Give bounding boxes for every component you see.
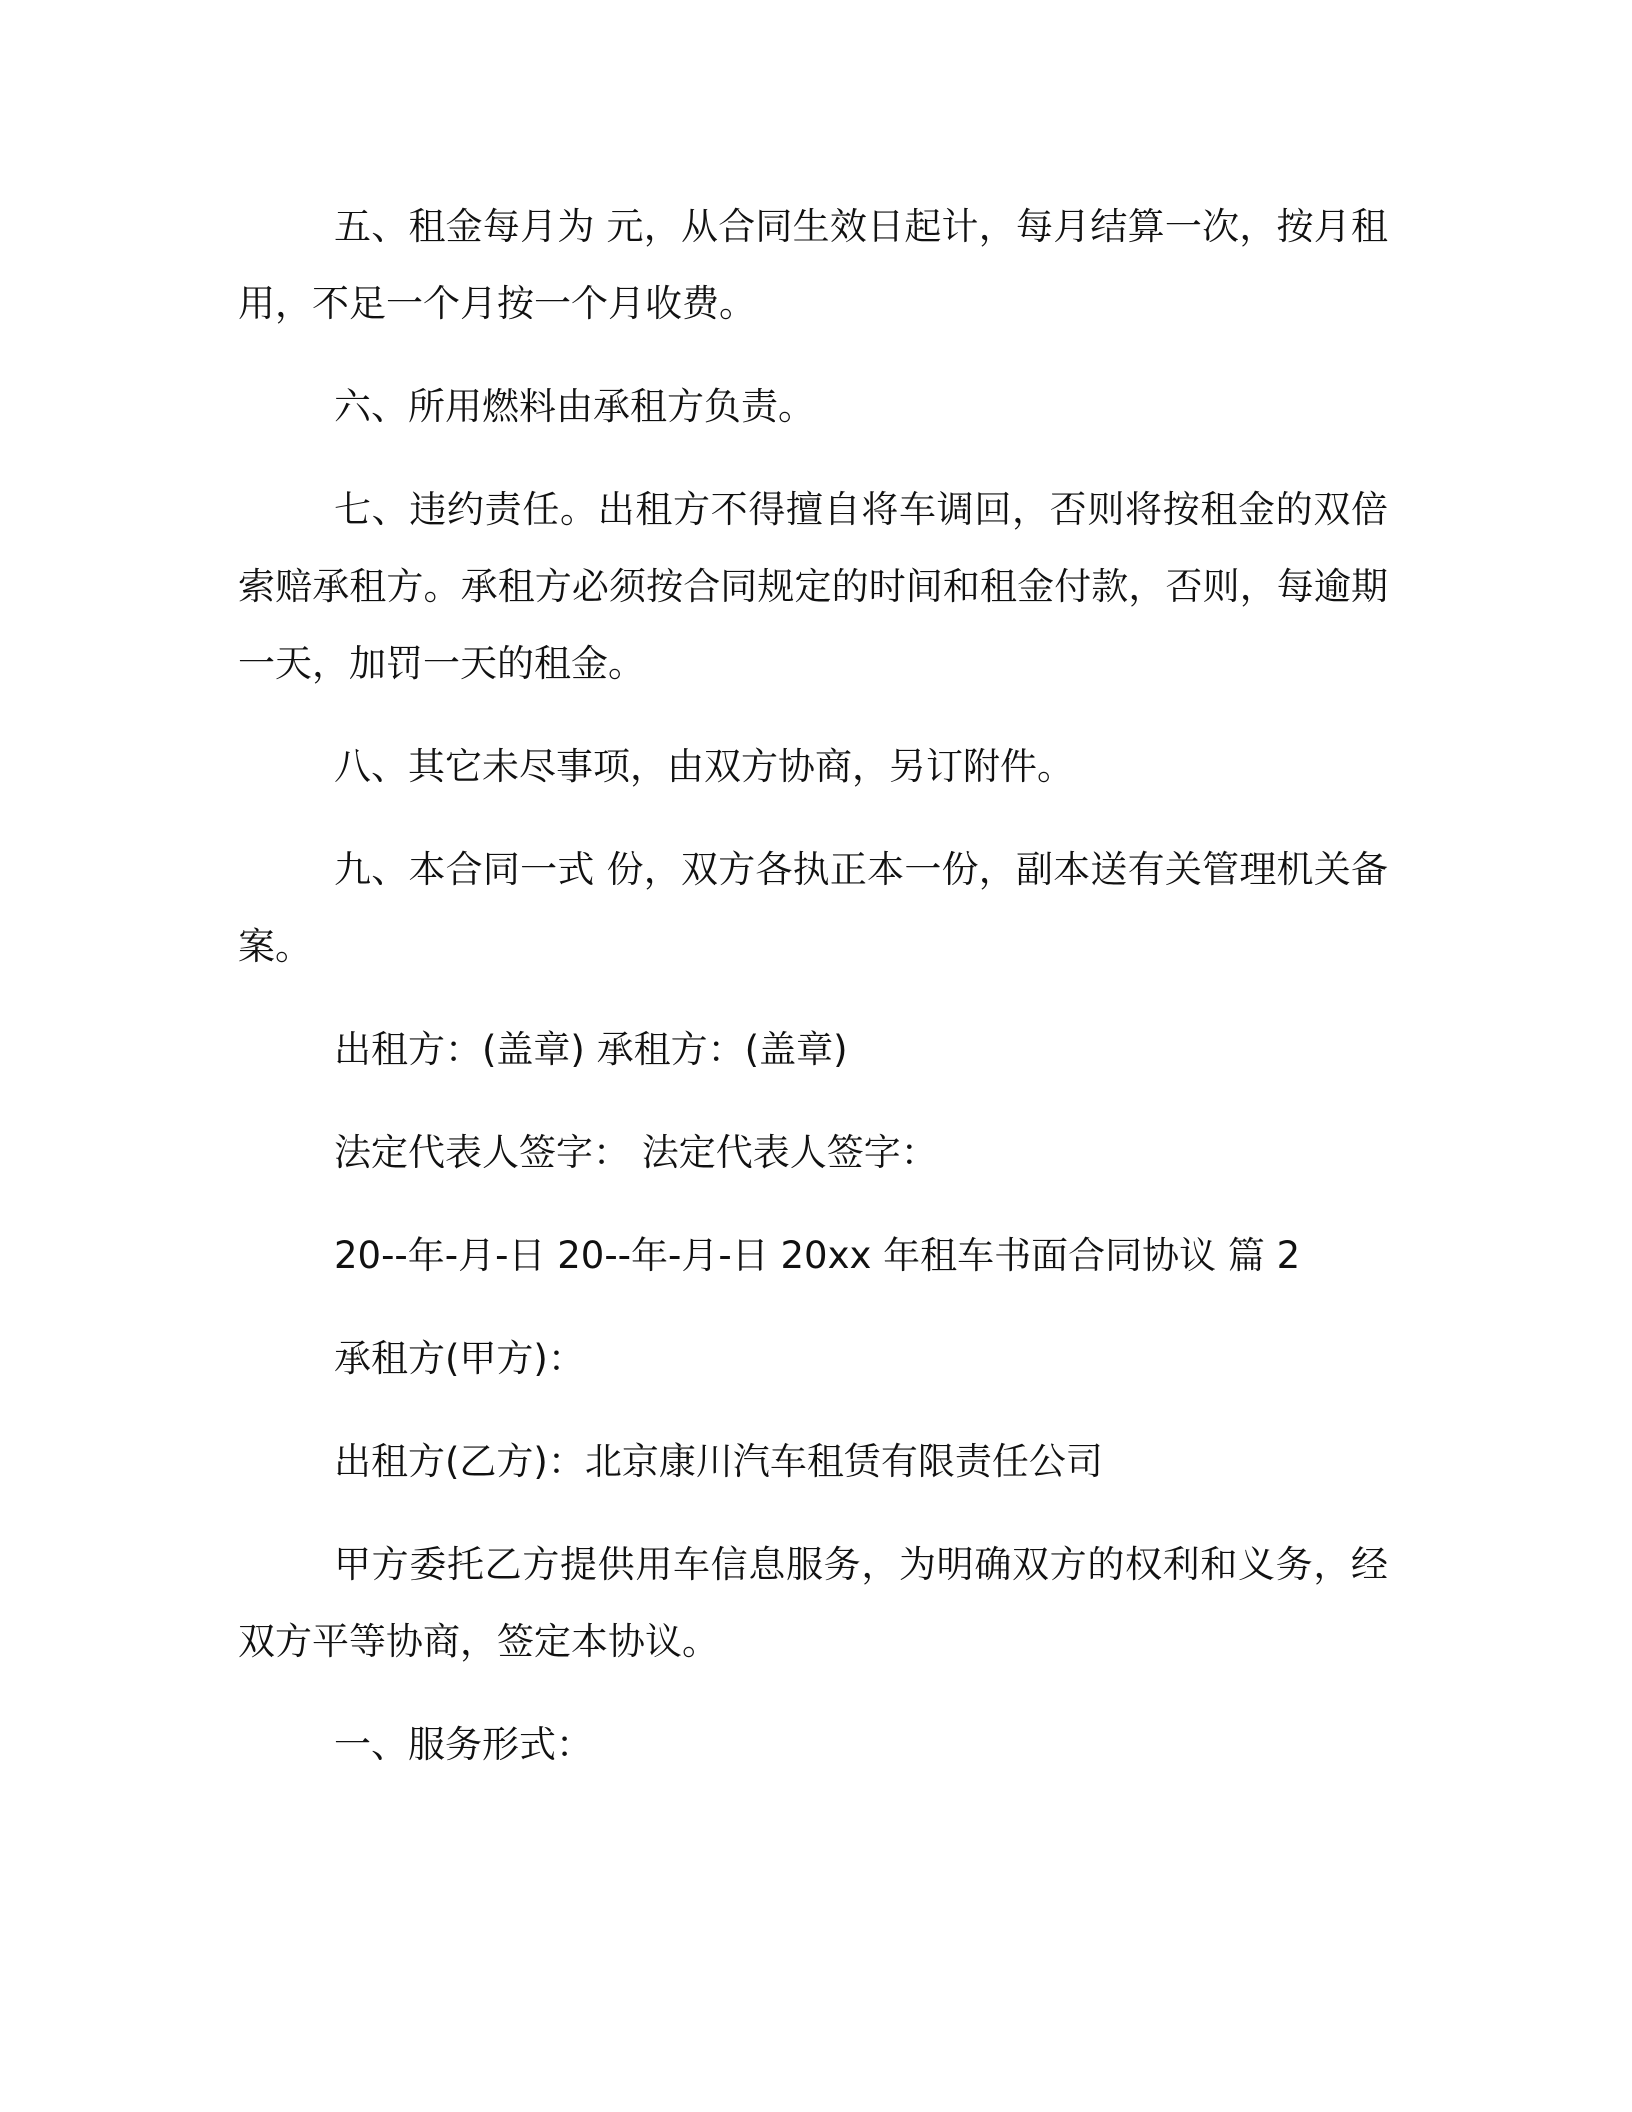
document-body (238, 188, 1388, 1809)
clause-five-rent: 五、租金每月为 元，从合同生效日起计，每月结算一次，按月租用，不足一个月按一个月收费。 (238, 205, 1388, 325)
agreement-intro: 甲方委托乙方提供用车信息服务，为明确双方的权利和义务，经双方平等协商，签定本协议。 (238, 1543, 1388, 1663)
clause-eight-other: 八、其它未尽事项，由双方协商，另订附件。 (334, 745, 1074, 788)
date-and-heading-line: 20--年-月-日 20--年-月-日 20xx 年租车书面合同协议 篇 2 (334, 1234, 1301, 1277)
section-one-heading: 一、服务形式： (334, 1723, 593, 1766)
clause-nine-copies: 九、本合同一式 份，双方各执正本一份，副本送有关管理机关备案。 (238, 848, 1388, 968)
party-a-line: 承租方(甲方)： (334, 1337, 585, 1380)
seal-line: 出租方：(盖章) 承租方：(盖章) (334, 1028, 848, 1071)
party-b-line: 出租方(乙方)：北京康川汽车租赁有限责任公司 (334, 1440, 1103, 1483)
clause-six-fuel: 六、所用燃料由承租方负责。 (334, 385, 815, 428)
signature-line: 法定代表人签字： 法定代表人签字： (334, 1131, 938, 1174)
clause-seven-liability: 七、违约责任。出租方不得擅自将车调回，否则将按租金的双倍索赔承租方。承租方必须按合同规定的时间和租金付款，否则，每逾期一天，加罚一天的租金。 (238, 488, 1388, 685)
